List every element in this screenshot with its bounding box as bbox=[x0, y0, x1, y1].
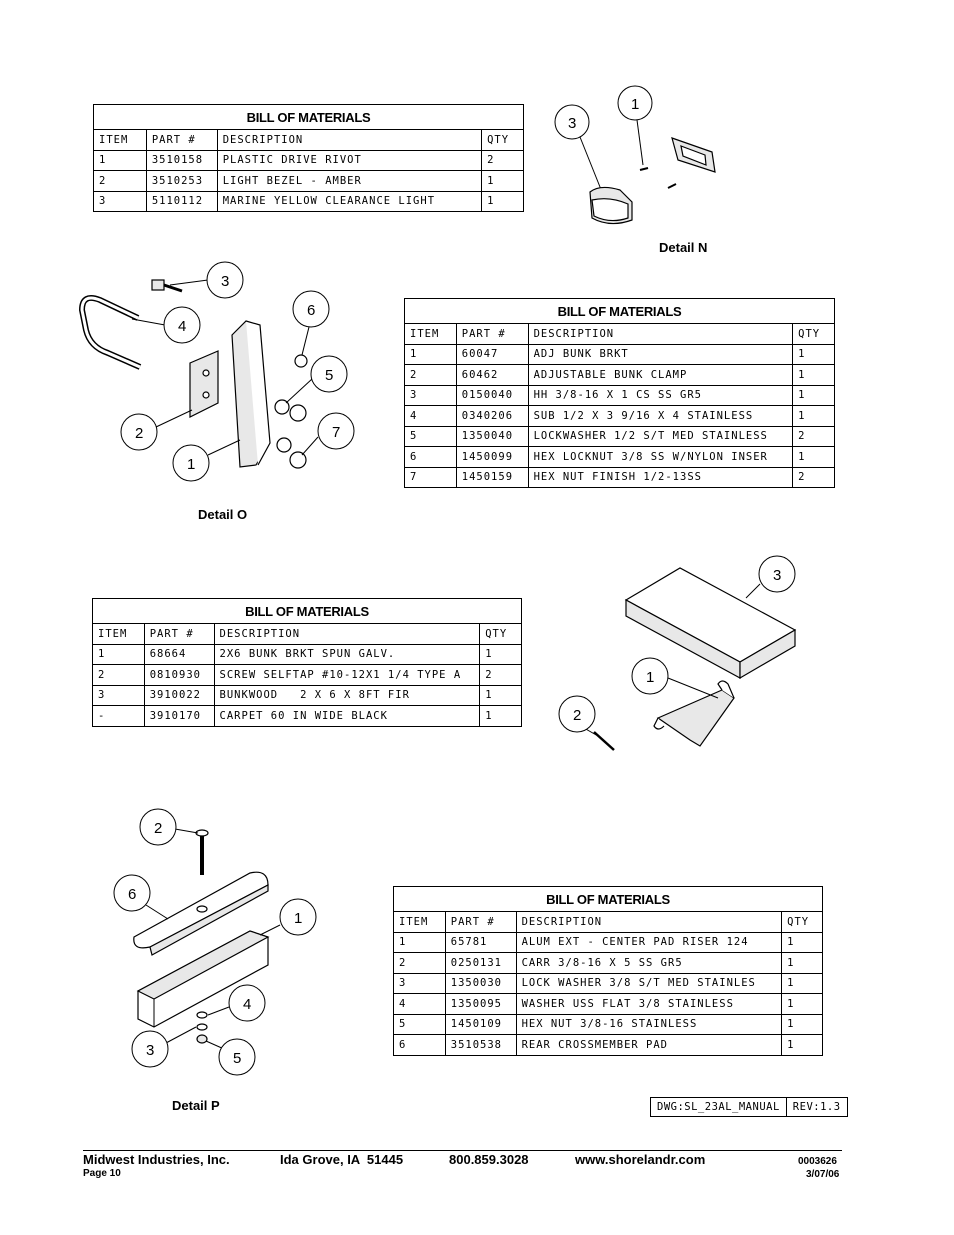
cell-qty: 2 bbox=[793, 426, 835, 447]
col-description-header: DESCRIPTION bbox=[217, 130, 481, 151]
u-bolt bbox=[82, 298, 140, 367]
bom-title: BILL OF MATERIALS bbox=[94, 105, 524, 130]
col-description-header: DESCRIPTION bbox=[528, 324, 793, 345]
table-row bbox=[394, 932, 823, 953]
cell-item: 1 bbox=[93, 644, 145, 665]
cell-item: 3 bbox=[94, 191, 147, 212]
cell-qty: 2 bbox=[793, 467, 835, 488]
bunk-clamp bbox=[190, 351, 218, 417]
revision: REV:1.3 bbox=[786, 1098, 847, 1117]
cell-qty: 2 bbox=[482, 150, 524, 171]
col-qty-header: QTY bbox=[482, 130, 524, 151]
cell-qty: 1 bbox=[482, 171, 524, 192]
hex-nut bbox=[290, 405, 306, 421]
cell-description: ADJUSTABLE BUNK CLAMP bbox=[528, 365, 793, 386]
cell-part: 1450099 bbox=[456, 447, 528, 468]
cell-part: 60047 bbox=[456, 344, 528, 365]
cell-qty: 1 bbox=[793, 385, 835, 406]
callout-3-label: 3 bbox=[221, 273, 230, 290]
table-row bbox=[94, 150, 524, 171]
hex-head-bolt bbox=[152, 280, 164, 290]
cell-description: ADJ BUNK BRKT bbox=[528, 344, 793, 365]
cell-item: 2 bbox=[94, 171, 147, 192]
cell-item: 6 bbox=[405, 447, 457, 468]
callout-2-label: 2 bbox=[135, 425, 144, 442]
cell-description: MARINE YELLOW CLEARANCE LIGHT bbox=[217, 191, 481, 212]
cell-description: HH 3/8-16 X 1 CS SS GR5 bbox=[528, 385, 793, 406]
cell-part: 60462 bbox=[456, 365, 528, 386]
cell-qty: 1 bbox=[480, 644, 522, 665]
cell-qty: 1 bbox=[482, 191, 524, 212]
hex-nut bbox=[290, 452, 306, 468]
cell-description: HEX NUT FINISH 1/2-13SS bbox=[528, 467, 793, 488]
table-row bbox=[93, 685, 522, 706]
cell-description: LIGHT BEZEL - AMBER bbox=[217, 171, 481, 192]
col-item-header: ITEM bbox=[94, 130, 147, 151]
cell-part: 1350030 bbox=[445, 973, 516, 994]
callout-6-label: 6 bbox=[307, 302, 316, 319]
detail-o-label: Detail O bbox=[198, 507, 248, 522]
detail-n-drawing bbox=[540, 80, 750, 240]
cell-part: 1350095 bbox=[445, 994, 516, 1015]
col-part-header: PART # bbox=[445, 912, 516, 933]
col-item-header: ITEM bbox=[405, 324, 457, 345]
callout-3-label: 3 bbox=[146, 1042, 155, 1059]
cell-part: 3510253 bbox=[146, 171, 217, 192]
cell-qty: 1 bbox=[480, 706, 522, 727]
col-description-header: DESCRIPTION bbox=[214, 624, 480, 645]
cell-qty: 1 bbox=[793, 406, 835, 427]
bunk-bracket bbox=[658, 690, 734, 746]
table-row bbox=[405, 406, 835, 427]
drive-rivet bbox=[640, 168, 648, 170]
col-part-header: PART # bbox=[456, 324, 528, 345]
cell-item: - bbox=[93, 706, 145, 727]
table-row bbox=[93, 644, 522, 665]
header-row bbox=[94, 130, 524, 151]
callout-4-label: 4 bbox=[178, 318, 187, 335]
col-qty-header: QTY bbox=[793, 324, 835, 345]
hex-locknut bbox=[295, 355, 307, 367]
callout-3-label: 3 bbox=[773, 567, 782, 584]
cell-qty: 1 bbox=[782, 1035, 823, 1056]
header-row bbox=[93, 624, 522, 645]
cell-item: 1 bbox=[94, 150, 147, 171]
callout-6-label: 6 bbox=[128, 886, 137, 903]
col-qty-header: QTY bbox=[782, 912, 823, 933]
bom-table-detail-o bbox=[404, 298, 835, 488]
cell-part: 0250131 bbox=[445, 953, 516, 974]
cell-item: 3 bbox=[405, 385, 457, 406]
callout-3-label: 3 bbox=[568, 115, 577, 132]
cell-description: PLASTIC DRIVE RIVOT bbox=[217, 150, 481, 171]
cell-description: LOCKWASHER 1/2 S/T MED STAINLESS bbox=[528, 426, 793, 447]
cell-qty: 1 bbox=[782, 932, 823, 953]
table-row bbox=[394, 994, 823, 1015]
cell-qty: 1 bbox=[793, 365, 835, 386]
bom-table-bunk-bracket bbox=[92, 598, 522, 727]
cell-description: SUB 1/2 X 3 9/16 X 4 STAINLESS bbox=[528, 406, 793, 427]
cell-part: 1450159 bbox=[456, 467, 528, 488]
footer-doc-number: 0003626 bbox=[798, 1156, 837, 1167]
cell-item: 3 bbox=[394, 973, 446, 994]
cell-qty: 1 bbox=[782, 953, 823, 974]
cell-description: LOCK WASHER 3/8 S/T MED STAINLES bbox=[516, 973, 782, 994]
callout-2-label: 2 bbox=[154, 820, 163, 837]
table-row bbox=[394, 953, 823, 974]
callout-7-label: 7 bbox=[332, 424, 341, 441]
callout-5-label: 5 bbox=[233, 1050, 242, 1067]
cell-item: 5 bbox=[405, 426, 457, 447]
cell-part: 3510158 bbox=[146, 150, 217, 171]
callout-1-label: 1 bbox=[646, 669, 655, 686]
cell-part: 1450109 bbox=[445, 1014, 516, 1035]
table-row bbox=[93, 665, 522, 686]
selftap-screw bbox=[594, 732, 614, 750]
cell-item: 3 bbox=[93, 685, 145, 706]
col-item-header: ITEM bbox=[394, 912, 446, 933]
footer-page: Page 10 bbox=[83, 1168, 121, 1179]
cell-qty: 1 bbox=[782, 994, 823, 1015]
table-row bbox=[94, 171, 524, 192]
drawing-number: DWG:SL_23AL_MANUAL bbox=[651, 1098, 787, 1117]
cell-part: 0150040 bbox=[456, 385, 528, 406]
cell-description: CARR 3/8-16 X 5 SS GR5 bbox=[516, 953, 782, 974]
cell-part: 0810930 bbox=[144, 665, 214, 686]
cell-part: 3910170 bbox=[144, 706, 214, 727]
footer-company: Midwest Industries, Inc. bbox=[83, 1152, 230, 1167]
header-row bbox=[405, 324, 835, 345]
hex-nut bbox=[197, 1035, 207, 1043]
bom-table-detail-p bbox=[393, 886, 823, 1056]
lockwasher bbox=[277, 438, 291, 452]
detail-n-label: Detail N bbox=[659, 240, 708, 255]
col-item-header: ITEM bbox=[93, 624, 145, 645]
washer bbox=[197, 1012, 207, 1018]
cell-description: CARPET 60 IN WIDE BLACK bbox=[214, 706, 480, 727]
drive-rivet bbox=[668, 184, 676, 188]
detail-p-label: Detail P bbox=[172, 1098, 220, 1113]
cell-part: 3510538 bbox=[445, 1035, 516, 1056]
callout-2-label: 2 bbox=[573, 707, 582, 724]
table-row bbox=[405, 467, 835, 488]
table-row bbox=[405, 426, 835, 447]
cell-item: 5 bbox=[394, 1014, 446, 1035]
cell-qty: 1 bbox=[793, 344, 835, 365]
footer-city: Ida Grove, IA 51445 bbox=[280, 1152, 404, 1167]
bunk-bracket-drawing bbox=[550, 550, 810, 765]
cell-description: REAR CROSSMEMBER PAD bbox=[516, 1035, 782, 1056]
table-row bbox=[394, 973, 823, 994]
cell-description: WASHER USS FLAT 3/8 STAINLESS bbox=[516, 994, 782, 1015]
cell-item: 1 bbox=[405, 344, 457, 365]
cell-part: 1350040 bbox=[456, 426, 528, 447]
lens-face bbox=[592, 199, 628, 221]
cell-item: 4 bbox=[405, 406, 457, 427]
cell-item: 1 bbox=[394, 932, 446, 953]
callout-1-label: 1 bbox=[187, 456, 196, 473]
cell-description: ALUM EXT - CENTER PAD RISER 124 bbox=[516, 932, 782, 953]
footer-date: 3/07/06 bbox=[806, 1169, 840, 1180]
cell-item: 7 bbox=[405, 467, 457, 488]
col-part-header: PART # bbox=[144, 624, 214, 645]
bom-title: BILL OF MATERIALS bbox=[405, 299, 835, 324]
cell-qty: 1 bbox=[793, 447, 835, 468]
bom-table-detail-n bbox=[93, 104, 524, 212]
cell-description: HEX LOCKNUT 3/8 SS W/NYLON INSER bbox=[528, 447, 793, 468]
cell-item: 6 bbox=[394, 1035, 446, 1056]
col-description-header: DESCRIPTION bbox=[516, 912, 782, 933]
callout-4-label: 4 bbox=[243, 996, 252, 1013]
table-row bbox=[94, 191, 524, 212]
footer-phone: 800.859.3028 bbox=[449, 1152, 529, 1167]
cell-description: HEX NUT 3/8-16 STAINLESS bbox=[516, 1014, 782, 1035]
table-row bbox=[93, 706, 522, 727]
cell-part: 5110112 bbox=[146, 191, 217, 212]
table-row bbox=[405, 385, 835, 406]
cell-item: 4 bbox=[394, 994, 446, 1015]
cell-qty: 1 bbox=[782, 1014, 823, 1035]
table-row bbox=[394, 1014, 823, 1035]
bom-title: BILL OF MATERIALS bbox=[394, 887, 823, 912]
table-row bbox=[405, 447, 835, 468]
cell-part: 65781 bbox=[445, 932, 516, 953]
callout-1-label: 1 bbox=[294, 910, 303, 927]
table-row bbox=[405, 344, 835, 365]
callout-1-label: 1 bbox=[631, 96, 640, 113]
cell-description: SCREW SELFTAP #10-12X1 1/4 TYPE A bbox=[214, 665, 480, 686]
cell-item: 2 bbox=[93, 665, 145, 686]
bom-title: BILL OF MATERIALS bbox=[93, 599, 522, 624]
col-qty-header: QTY bbox=[480, 624, 522, 645]
cell-description: BUNKWOOD 2 X 6 X 8FT FIR bbox=[214, 685, 480, 706]
cell-part: 68664 bbox=[144, 644, 214, 665]
col-part-header: PART # bbox=[146, 130, 217, 151]
detail-p-drawing bbox=[110, 805, 330, 1085]
cell-part: 3910022 bbox=[144, 685, 214, 706]
lock-washer bbox=[197, 1024, 207, 1030]
detail-o-drawing bbox=[60, 255, 370, 495]
footer-divider bbox=[83, 1150, 842, 1151]
cell-description: 2X6 BUNK BRKT SPUN GALV. bbox=[214, 644, 480, 665]
cell-qty: 1 bbox=[480, 685, 522, 706]
drawing-number-box bbox=[650, 1097, 848, 1117]
cell-qty: 1 bbox=[782, 973, 823, 994]
cell-part: 0340206 bbox=[456, 406, 528, 427]
header-row bbox=[394, 912, 823, 933]
callout-5-label: 5 bbox=[325, 367, 334, 384]
table-row bbox=[405, 365, 835, 386]
footer-website: www.shorelandr.com bbox=[575, 1152, 706, 1167]
cell-item: 2 bbox=[405, 365, 457, 386]
cell-item: 2 bbox=[394, 953, 446, 974]
cell-qty: 2 bbox=[480, 665, 522, 686]
table-row bbox=[394, 1035, 823, 1056]
